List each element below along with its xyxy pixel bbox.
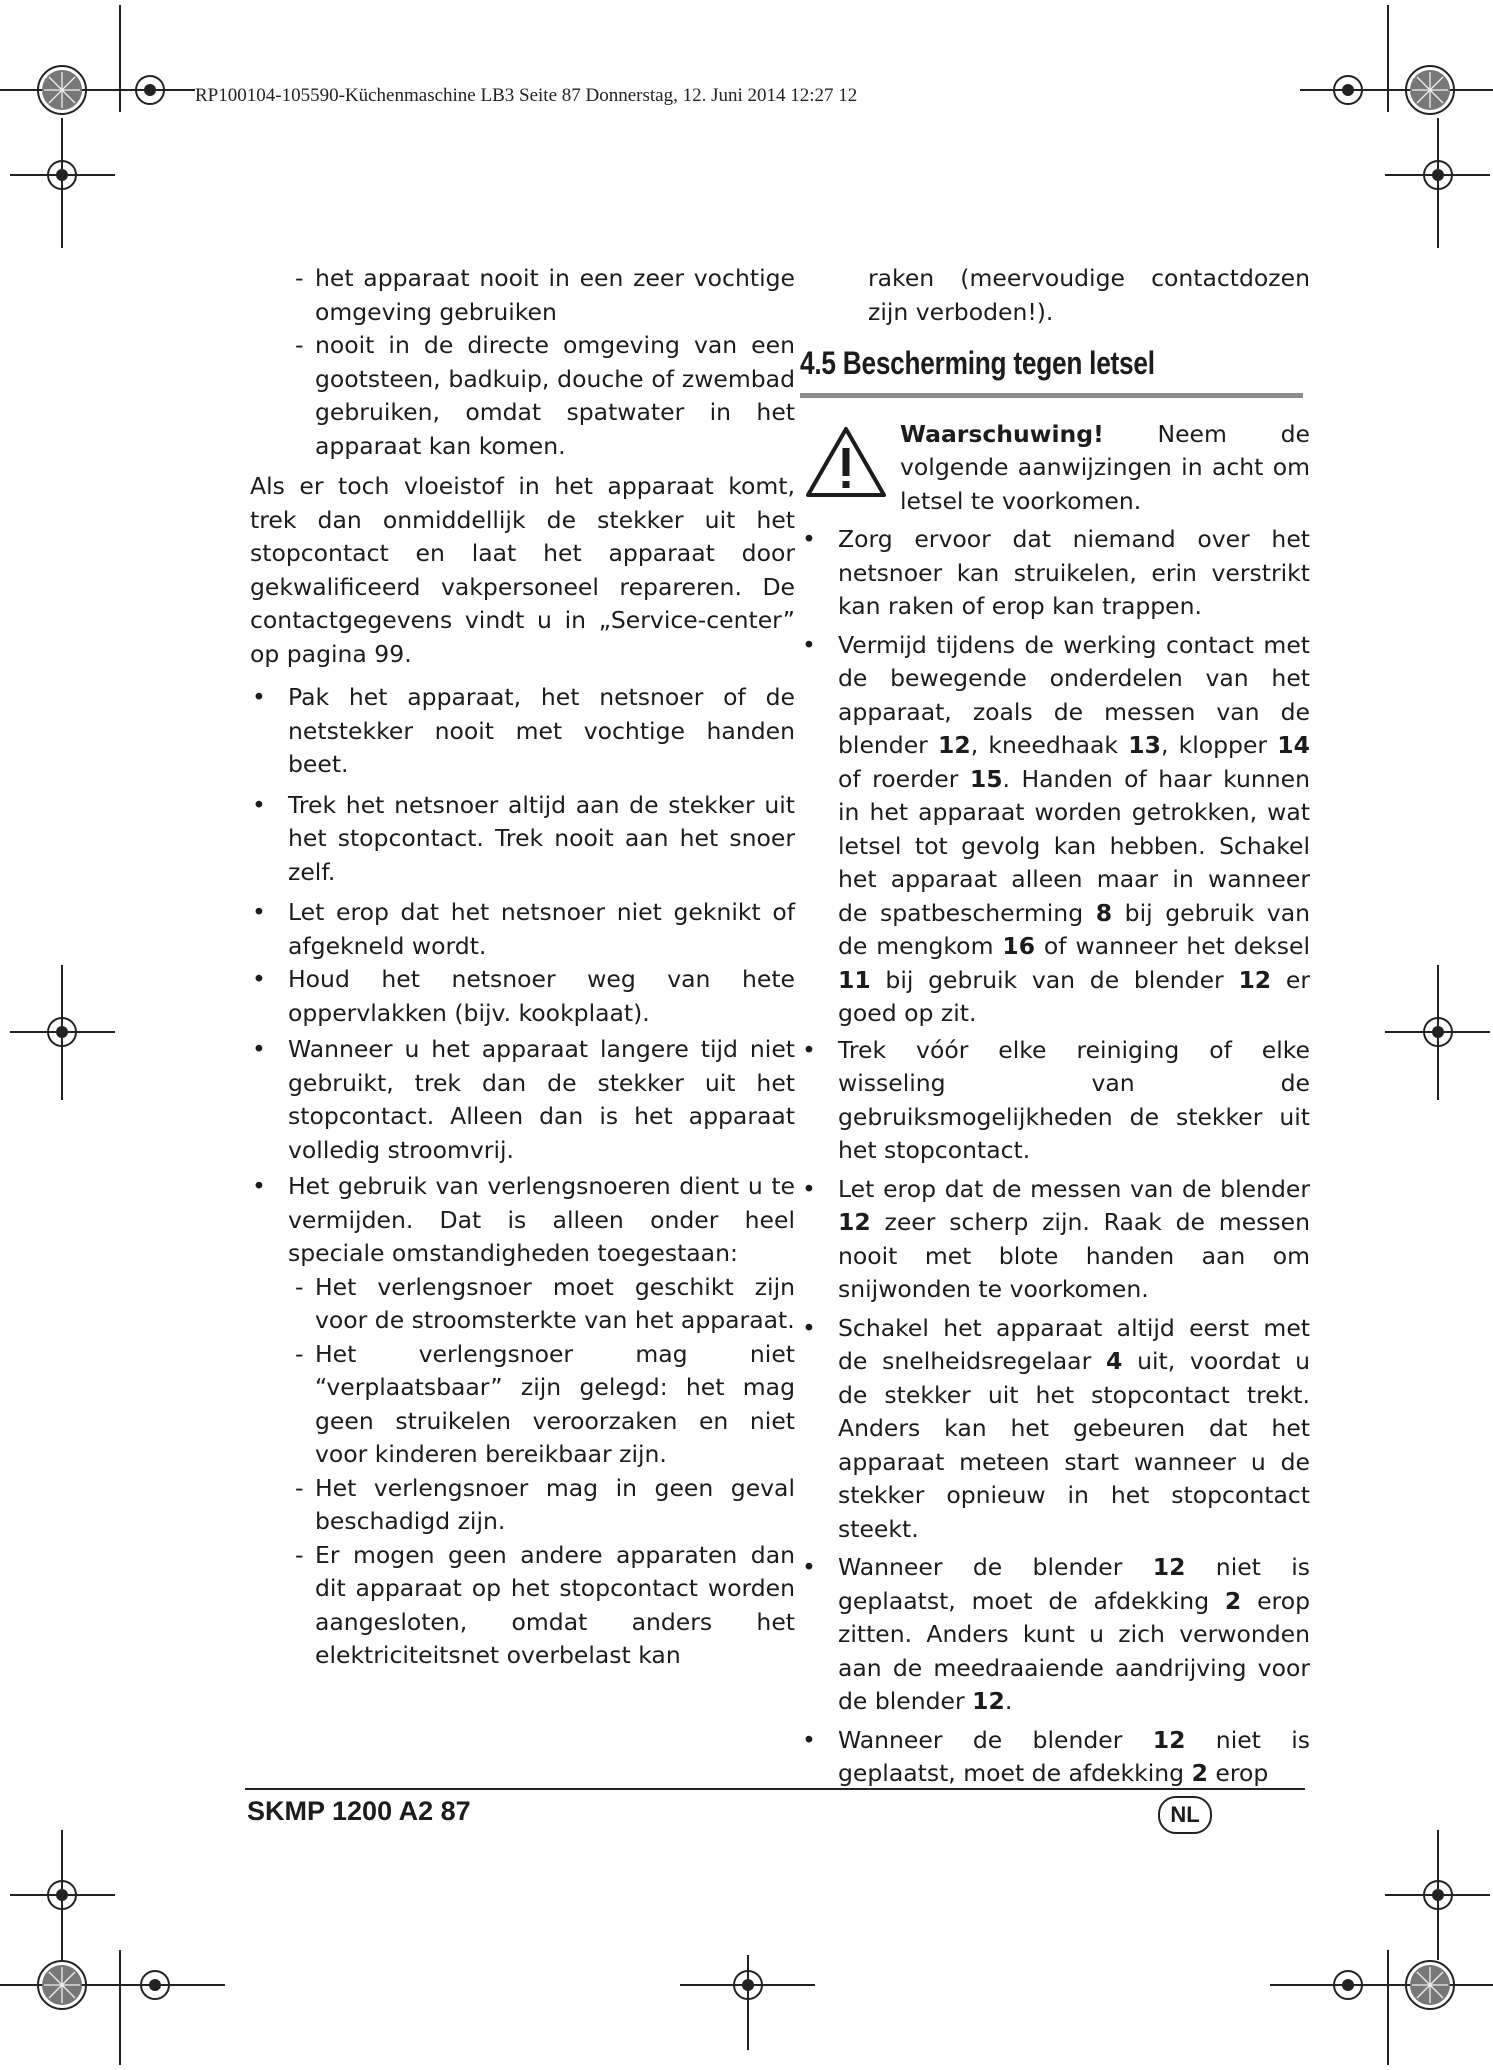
right-column (800, 262, 1310, 1791)
continued-text: raken (meervoudige contactdozen zijn verboden!). (868, 264, 1310, 326)
dash-item: - Het verlengsnoer moet geschikt zijn voor de stroomsterkte van het apparaat. (295, 1272, 795, 1334)
bullet-item: • Trek het netsnoer altijd aan de stekker uit het stopcontact. Trek nooit aan het snoer zelf. (252, 790, 795, 886)
warning-triangle-icon (805, 426, 887, 498)
warning-text: Neem de volgende aanwijzingen in acht om letsel te voorkomen. (900, 419, 1310, 515)
bullet-item: • Het gebruik van verlengsnoeren dient u te vermijden. Dat is alleen onder heel speciale omstandigheden toegestaan: (252, 1172, 795, 1267)
dash-item: - het apparaat nooit in een zeer vochtige omgeving gebruiken (295, 264, 795, 326)
language-badge: NL (1158, 1796, 1212, 1834)
footer-model (247, 1796, 471, 1827)
bullet-item: • Pak het apparaat, het netsnoer of de netstekker nooit met vochtige handen beet. (252, 683, 795, 778)
bullet-item: • Vermijd tijdens de werking contact met de bewegende onderdelen van het apparaat, zoals de messen van de blender 12, kneedhaak 13, klopper 14 of roerder 15. Handen of haar kunnen in het apparaat worden getrokken, wat letsel tot gevolg kan hebben. Schakel het apparaat alleen maar in wanneer de spatbescherming 8 bij gebruik van de mengkom 16 of wanneer het deksel 11 bij gebruik van de blender 12 er goed op zit. (802, 630, 1311, 1027)
model-name: SKMP 1200 A2 (247, 1796, 434, 1826)
bullet-item: • Schakel het apparaat altijd eerst met de snelheidsregelaar 4 uit, voordat u de stekker uit het stopcontact trekt. Anders kan het gebeuren dat het apparaat meteen start wanneer u de stekker opnieuw in het stopcontact steekt. (802, 1313, 1310, 1543)
dash-item: - Het verlengsnoer mag niet “verplaatsbaar” zijn gelegd: het mag geen struikelen veroorzaken en niet voor kinderen bereikbaar zijn. (295, 1339, 795, 1468)
bullet-item: • Wanneer de blender 12 niet is geplaatst, moet de afdekking 2 erop zitten. Anders kunt u zich verwonden aan de meedraaiende aandrijving voor de blender 12. (802, 1553, 1311, 1715)
warning-label: Waarschuwing! (900, 419, 1104, 448)
page-number: 87 (440, 1796, 471, 1826)
dash-item: - Het verlengsnoer mag in geen geval beschadigd zijn. (295, 1473, 795, 1535)
warning-note (800, 418, 1310, 519)
bullet-item: • Wanneer u het apparaat langere tijd niet gebruikt, trek dan de stekker uit het stopcontact. Alleen dan is het apparaat volledig stroomvrij. (252, 1035, 795, 1164)
bullet-item: • Trek vóór elke reiniging of elke wisseling van de gebruiksmogelijkheden de stekker uit het stopcontact. (802, 1035, 1310, 1164)
section-heading: 4.5 Bescherming tegen letsel (800, 345, 1155, 381)
dash-item: - nooit in de directe omgeving van een gootsteen, badkuip, douche of zwembad gebruiken, omdat spatwater in het apparaat kan komen. (295, 331, 795, 460)
bullet-item: • Let erop dat het netsnoer niet geknikt of afgekneld wordt. (252, 898, 795, 960)
bullet-item: • Wanneer de blender 12 niet is geplaatst, moet de afdekking 2 erop (802, 1725, 1311, 1787)
paragraph: Als er toch vloeistof in het apparaat komt, trek dan onmiddellijk de stekker uit het stopcontact en laat het apparaat door gekwalificeerd vakpersoneel repareren. De contactgegevens vindt u in „Service-center” op pagina 99. (250, 472, 795, 668)
heading-rule (800, 393, 1303, 398)
bullet-item: • Zorg ervoor dat niemand over het netsnoer kan struikelen, erin verstrikt kan raken of erop kan trappen. (802, 525, 1310, 620)
footer-rule (245, 1788, 1305, 1790)
print-slug: RP100104-105590-Küchenmaschine LB3 Seite 87 Donnerstag, 12. Juni 2014 12:27 12 (195, 85, 858, 106)
dash-item: - Er mogen geen andere apparaten dan dit apparaat op het stopcontact worden aangesloten, omdat anders het elektriciteitsnet overbelast kan (295, 1540, 795, 1669)
bullet-item: • Let erop dat de messen van de blender 12 zeer scherp zijn. Raak de messen nooit met blote handen aan om snijwonden te voorkomen. (802, 1174, 1310, 1303)
bullet-item: • Houd het netsnoer weg van hete oppervlakken (bijv. kookplaat). (252, 965, 795, 1027)
left-column (250, 262, 795, 1673)
